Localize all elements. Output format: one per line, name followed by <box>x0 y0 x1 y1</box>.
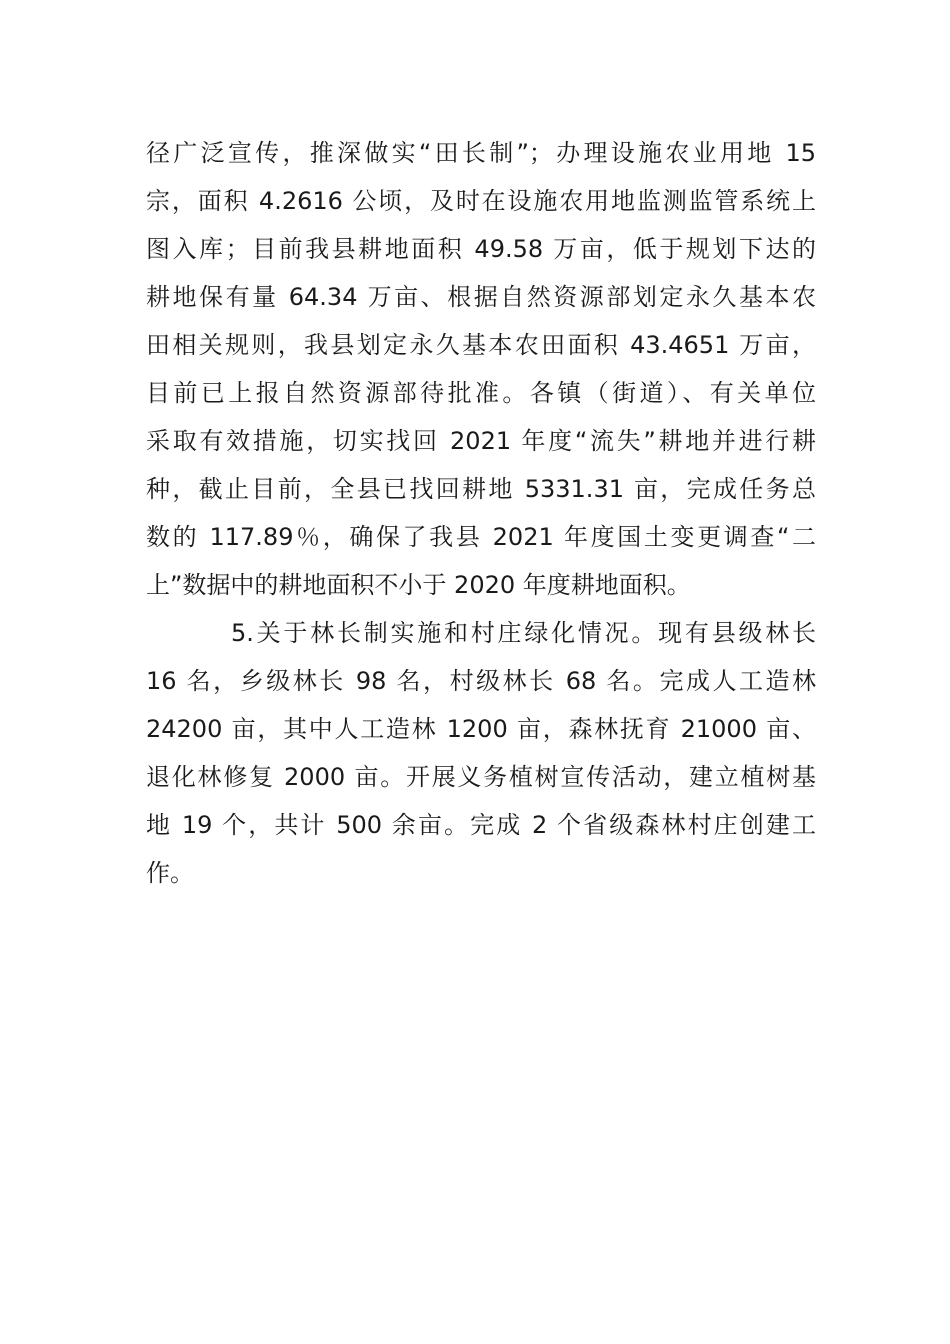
text-line: 作。 <box>146 859 194 887</box>
paragraph-land-use <box>146 129 816 609</box>
text-line: 16 名，乡级林长 98 名，村级林长 68 名。完成人工造林 <box>146 667 816 695</box>
text-line: 耕地保有量 64.34 万亩、根据自然资源部划定永久基本农 <box>146 283 816 311</box>
text-line: 宗，面积 4.2616 公顷，及时在设施农用地监测监管系统上 <box>146 187 816 215</box>
text-line: 图入库；目前我县耕地面积 49.58 万亩，低于规划下达的 <box>146 235 816 263</box>
text-line: 田相关规则，我县划定永久基本农田面积 43.4651 万亩， <box>146 331 816 359</box>
text-line: 退化林修复 2000 亩。开展义务植树宣传活动，建立植树基 <box>146 763 816 791</box>
text-line: 数的 117.89％，确保了我县 2021 年度国土变更调查“二 <box>146 523 816 551</box>
paragraph-forest-chief <box>146 609 816 897</box>
paragraph-heading-line: 5.关于林长制实施和村庄绿化情况。现有县级林长 <box>231 619 816 647</box>
text-line: 采取有效措施，切实找回 2021 年度“流失”耕地并进行耕 <box>146 427 816 455</box>
text-line: 种，截止目前，全县已找回耕地 5331.31 亩，完成任务总 <box>146 475 816 503</box>
text-line: 24200 亩，其中人工造林 1200 亩，森林抚育 21000 亩、 <box>146 715 816 743</box>
text-line: 径广泛宣传，推深做实“田长制”；办理设施农业用地 15 <box>146 139 816 167</box>
text-line: 上”数据中的耕地面积不小于 2020 年度耕地面积。 <box>146 571 691 599</box>
document-body <box>146 129 816 897</box>
text-line: 目前已上报自然资源部待批准。各镇（街道）、有关单位 <box>146 379 816 407</box>
text-line: 地 19 个，共计 500 余亩。完成 2 个省级森林村庄创建工 <box>146 811 816 839</box>
